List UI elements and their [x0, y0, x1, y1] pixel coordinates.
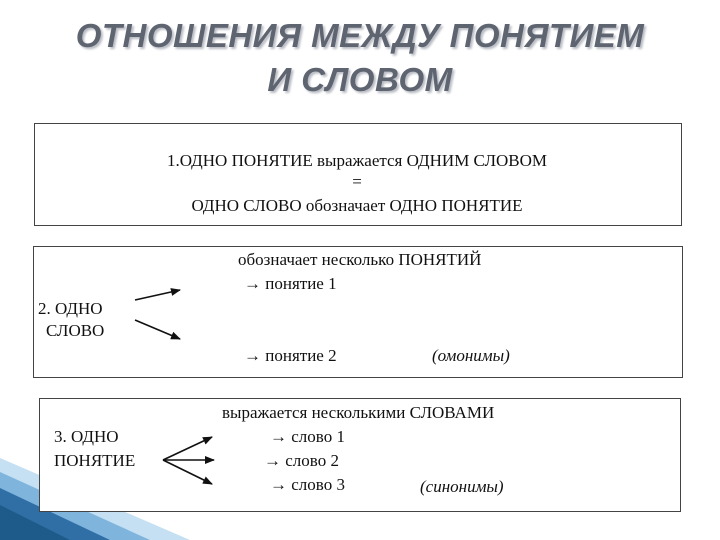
arrow-to-concept-2 — [135, 320, 180, 339]
box2-label-line-1: 2. ОДНО — [38, 299, 103, 318]
box3-header: выражается несколькими СЛОВАМИ — [222, 403, 495, 422]
box2-note-homonyms: (омонимы) — [432, 346, 510, 365]
box3-note-synonyms: (синонимы) — [420, 477, 504, 496]
box2-item-2: → понятие 2 — [244, 346, 337, 365]
arrow-to-word-3 — [163, 460, 212, 484]
box2-header: обозначает несколько ПОНЯТИЙ — [238, 250, 482, 269]
title-line-1: ОТНОШЕНИЯ МЕЖДУ ПОНЯТИЕМ — [75, 17, 645, 54]
box3-item-1: → слово 1 — [270, 427, 345, 446]
box2-item-1: → понятие 1 — [244, 274, 337, 293]
box3-item-3: → слово 3 — [270, 475, 345, 494]
box1-equals: = — [352, 172, 362, 191]
box3-item-2: → слово 2 — [264, 451, 339, 470]
arrow-to-concept-1 — [135, 290, 180, 300]
box1-line-1: 1.ОДНО ПОНЯТИЕ выражается ОДНИМ СЛОВОМ — [166, 151, 548, 170]
box3-label-line-1: 3. ОДНО — [54, 427, 119, 446]
box1-line-3: ОДНО СЛОВО обозначает ОДНО ПОНЯТИЕ — [191, 196, 523, 215]
box3-label-line-2: ПОНЯТИЕ — [54, 451, 136, 470]
arrow-to-word-1 — [163, 437, 212, 460]
title-line-2: И СЛОВОМ — [267, 61, 453, 98]
box2-label-line-2: СЛОВО — [46, 321, 105, 340]
